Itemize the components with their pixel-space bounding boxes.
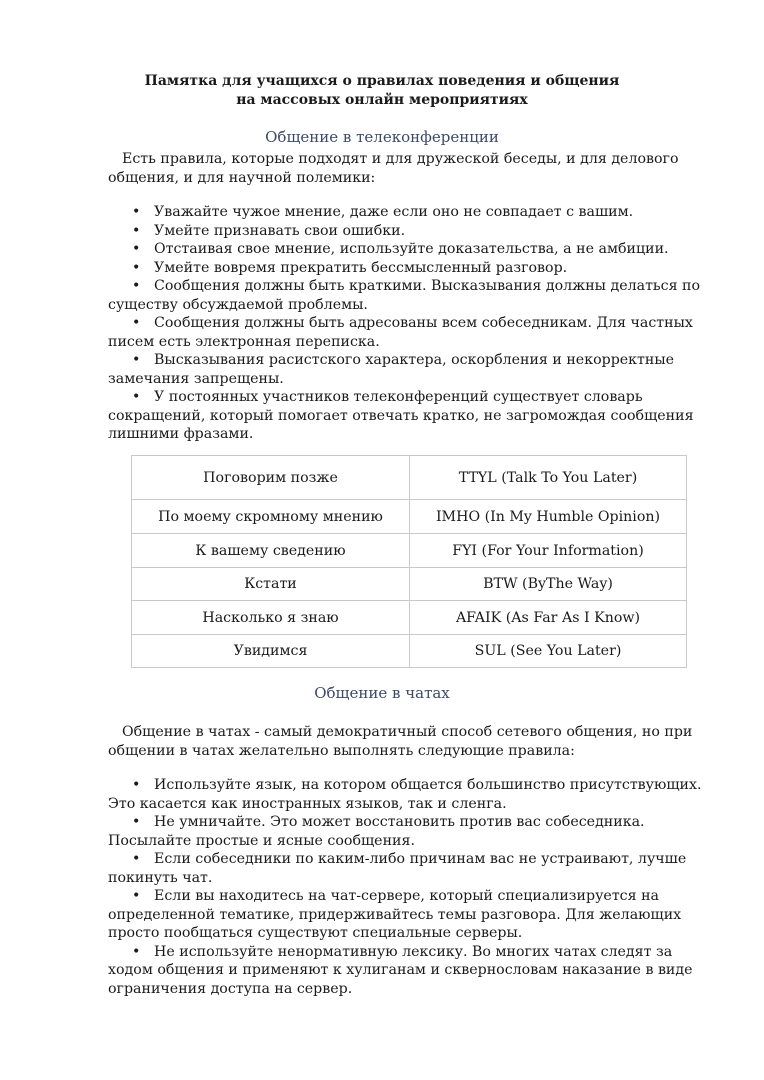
list-item: • Умейте признавать свои ошибки. — [132, 222, 406, 239]
section-heading-chats: Общение в чатах — [314, 684, 450, 702]
list-item: • Не используйте ненормативную лексику. Во многих чатах следят за ходом общения и применяют к хулиганам и сквернословам наказание в виде ограничения доступа на сервер. — [108, 943, 693, 997]
table-cell-abbreviation: AFAIK (As Far As I Know) — [410, 601, 687, 635]
table-cell-meaning: Увидимся — [132, 635, 410, 668]
table-cell-abbreviation: FYI (For Your Information) — [410, 534, 687, 568]
abbreviations-table — [131, 455, 687, 668]
list-item: • Сообщения должны быть адресованы всем собеседникам. Для частных писем есть электронная переписка. — [108, 315, 693, 350]
table-row — [132, 500, 687, 534]
table-cell-meaning: К вашему сведению — [132, 534, 410, 568]
list-item: • Используйте язык, на котором общается большинство присутствующих. Это касается как иностранных языков, так и сленга. — [108, 777, 702, 812]
table-row — [132, 635, 687, 668]
list-item: • Не умничайте. Это может восстановить против вас собеседника. Посылайте простые и ясные сообщения. — [108, 814, 645, 849]
table-row — [132, 534, 687, 568]
table-cell-abbreviation: TTYL (Talk To You Later) — [410, 456, 687, 500]
list-item: • Высказывания расистского характера, оскорбления и некорректные замечания запрещены. — [108, 352, 675, 387]
document-title — [0, 72, 764, 110]
table-cell-abbreviation: IMHO (In My Humble Opinion) — [410, 500, 687, 534]
list-item: • Отстаивая свое мнение, используйте доказательства, а не амбиции. — [132, 241, 669, 257]
title-line-2: на массовых онлайн мероприятиях — [236, 92, 528, 108]
table-cell-meaning: Кстати — [132, 568, 410, 601]
table-row — [132, 456, 687, 500]
table-row — [132, 568, 687, 601]
table-cell-abbreviation: SUL (See You Later) — [410, 635, 687, 668]
title-line-1: Памятка для учащихся о правилах поведения и общения — [144, 73, 620, 89]
section1-rules-list — [108, 203, 718, 444]
list-item: • У постоянных участников телеконференций существует словарь сокращений, который помогает отвечать кратко, не загромождая сообщения лишними фразами. — [108, 389, 694, 442]
table-row — [132, 601, 687, 635]
table-cell-meaning: Насколько я знаю — [132, 601, 410, 635]
list-item: • Уважайте чужое мнение, даже если оно не совпадает с вашим. — [132, 204, 634, 220]
section-heading-teleconference: Общение в телеконференции — [265, 128, 499, 146]
section1-intro: Есть правила, которые подходят и для дружеской беседы, и для делового общения, и для научной полемики: — [108, 151, 679, 186]
table-cell-meaning: По моему скромному мнению — [132, 500, 410, 534]
list-item: • Если собеседники по каким-либо причинам вас не устраивают, лучше покинуть чат. — [108, 851, 687, 886]
list-item: • Умейте вовремя прекратить бессмысленный разговор. — [132, 259, 568, 276]
list-item: • Если вы находитесь на чат-сервере, который специализируется на определенной тематике, придерживайтесь темы разговора. Для желающих просто пообщаться существуют специальные серверы. — [108, 888, 682, 941]
table-cell-meaning: Поговорим позже — [132, 456, 410, 500]
section2-intro: Общение в чатах - самый демократичный способ сетевого общения, но при общении в чатах желательно выполнять следующие правила: — [108, 724, 693, 759]
table-cell-abbreviation: BTW (ByThe Way) — [410, 568, 687, 601]
list-item: • Сообщения должны быть краткими. Высказывания должны делаться по существу обсуждаемой проблемы. — [108, 278, 701, 313]
section2-rules-list — [108, 776, 718, 998]
